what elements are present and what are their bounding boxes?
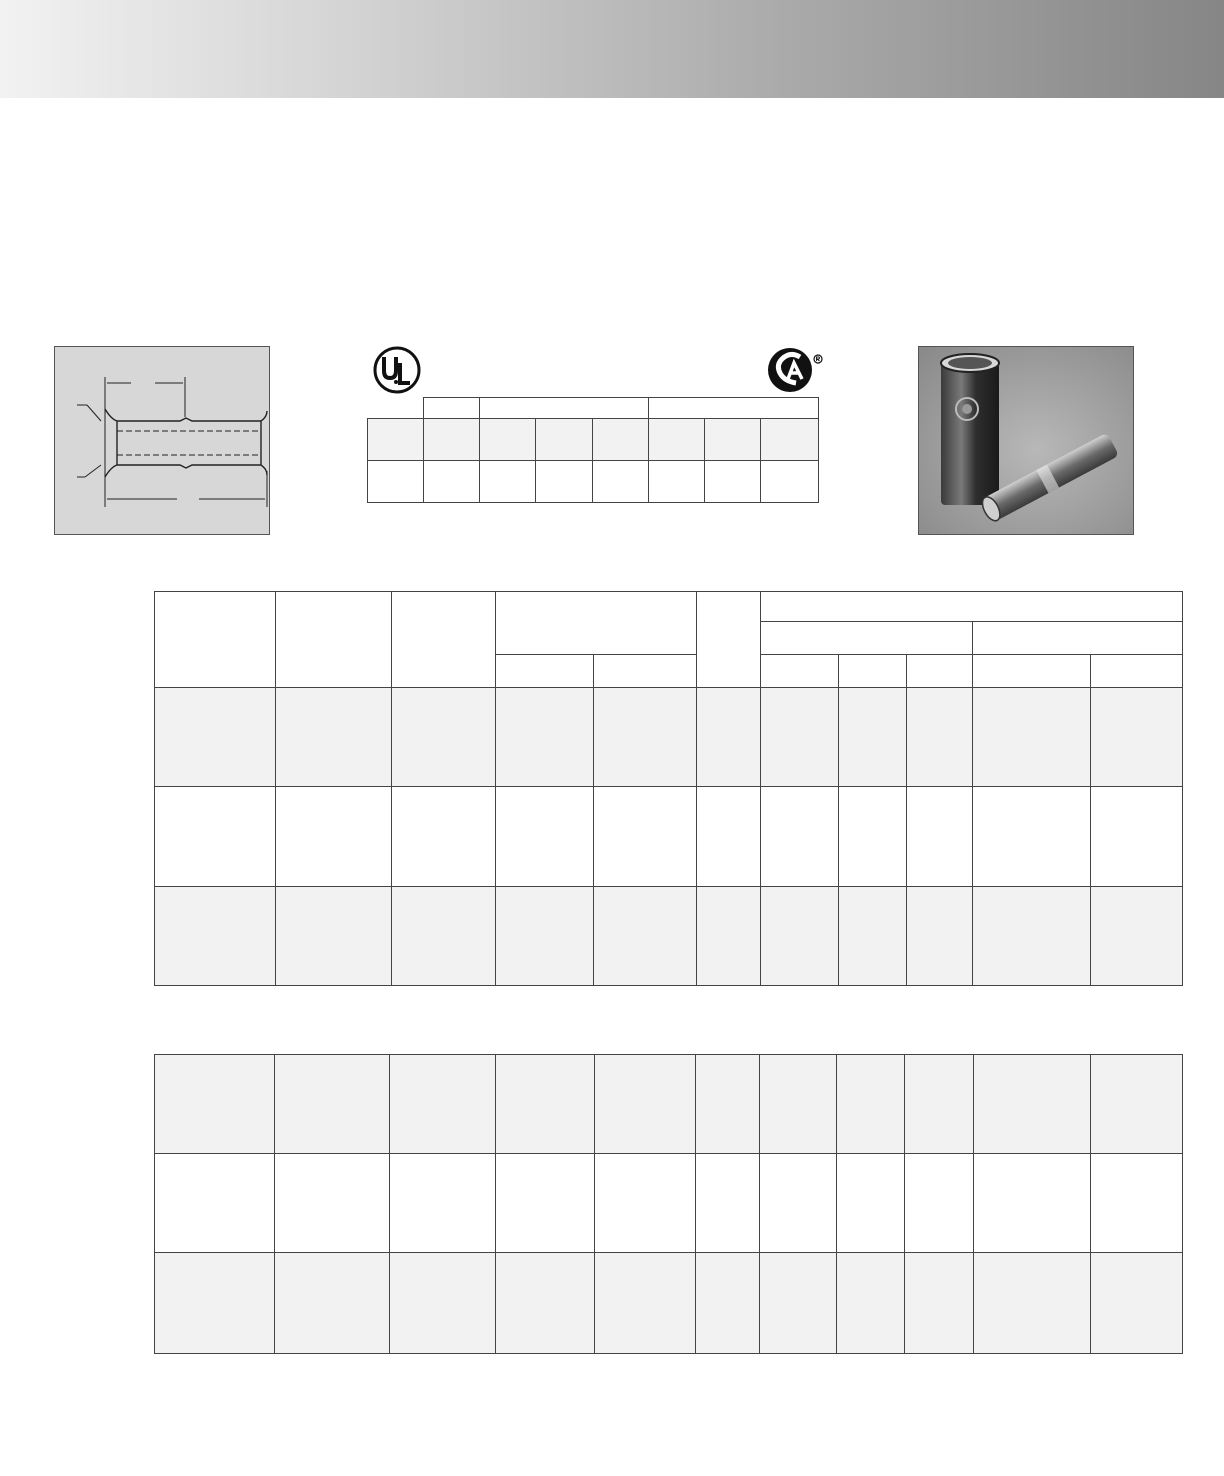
spec-header-cell xyxy=(697,592,761,688)
spec-header-cell xyxy=(761,622,973,655)
spec-table xyxy=(154,591,1183,986)
certification-table xyxy=(367,397,819,503)
spec-header-cell xyxy=(155,592,276,688)
cert-header-cell xyxy=(480,398,649,419)
cert-header-cell xyxy=(649,398,819,419)
splice-photo-icon xyxy=(919,347,1133,534)
table-row xyxy=(155,1055,1183,1154)
product-photo xyxy=(918,346,1134,535)
spec-table xyxy=(154,1054,1183,1354)
spec-header-row xyxy=(155,592,1183,622)
spec-header-cell xyxy=(276,592,392,688)
splice-drawing-icon xyxy=(55,347,269,534)
table-row xyxy=(155,1253,1183,1354)
cert-header-cell xyxy=(424,398,480,419)
spec-header-cell xyxy=(392,592,496,688)
ul-listed-logo xyxy=(372,345,422,395)
cert-header-row xyxy=(368,398,819,419)
spec-header-cell xyxy=(973,622,1183,655)
cert-row xyxy=(368,461,819,503)
spec-header-cell xyxy=(496,592,697,655)
csa-certified-logo xyxy=(766,345,824,395)
header-band xyxy=(0,0,1224,98)
cert-row xyxy=(368,419,819,461)
table-row xyxy=(155,787,1183,887)
table-row xyxy=(155,688,1183,787)
table-row xyxy=(155,887,1183,986)
dimension-drawing xyxy=(54,346,270,535)
table-row xyxy=(155,1154,1183,1253)
spec-header-cell xyxy=(761,592,1183,622)
